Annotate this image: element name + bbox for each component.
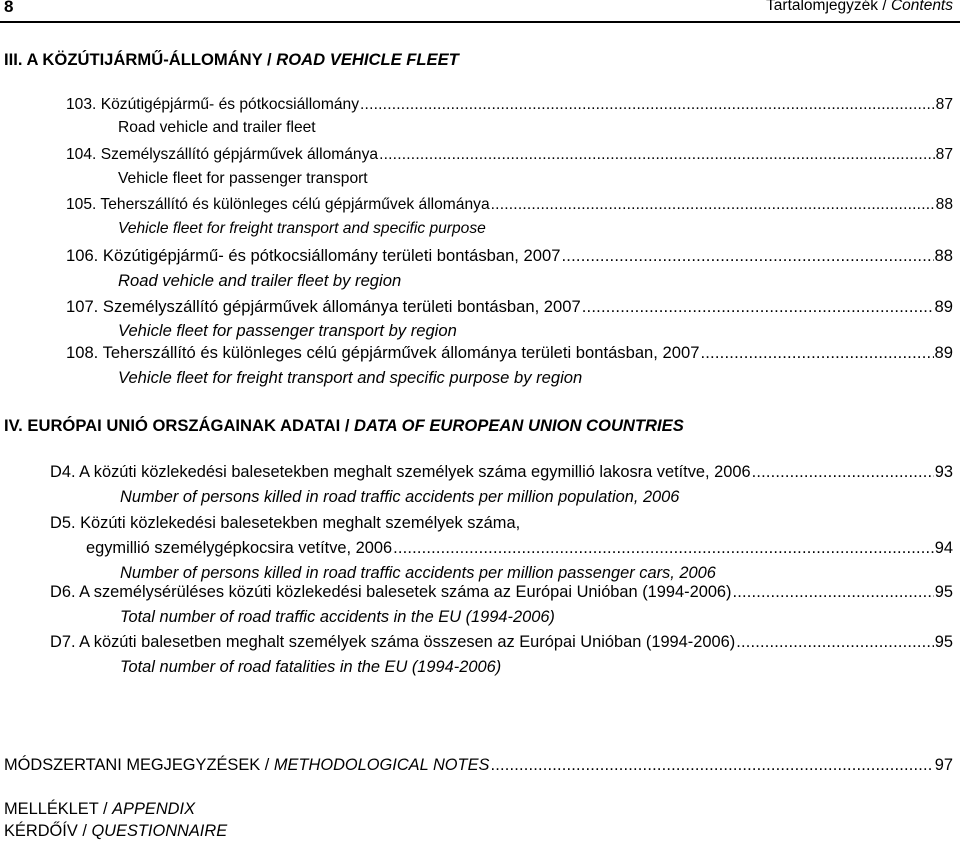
section-title-hu: A KÖZÚTIJÁRMŰ-ÁLLOMÁNY / (26, 50, 277, 69)
section-heading-4 (4, 416, 684, 436)
toc-entry-107-en (118, 321, 457, 343)
toc-entry-107[interactable] (66, 297, 953, 319)
dot-leader (733, 583, 934, 602)
entry-title-hu: Teherszállító és különleges célú gépjárművek állománya területi bontásban, 2007 (102, 343, 700, 362)
toc-entry-appendix[interactable] (4, 800, 195, 819)
dot-leader (491, 196, 935, 214)
toc-entry-105-en (118, 220, 486, 246)
toc-entry-d5[interactable] (50, 514, 953, 590)
entry-title-hu: MELLÉKLET / (4, 800, 113, 818)
dot-leader (736, 633, 934, 652)
entry-title-en: Total number of road traffic accidents in the EU (1994-2006) (120, 608, 555, 626)
entry-title-en: Vehicle fleet for freight transport and specific purpose by region (118, 368, 583, 387)
entry-title-hu-cont: egymillió személygépkocsira vetítve, 2006 (86, 539, 393, 557)
dot-leader (700, 343, 933, 363)
entry-title-en: Vehicle fleet for passenger transport (118, 170, 368, 187)
entry-page: 94 (934, 539, 953, 557)
entry-page: 87 (935, 96, 953, 113)
toc-entry-d4[interactable] (50, 463, 953, 514)
section-title-en: ROAD VEHICLE FLEET (276, 50, 459, 69)
entry-number: D5. (50, 514, 76, 532)
toc-entry-questionnaire[interactable] (4, 822, 227, 841)
entry-page: 88 (934, 246, 953, 265)
toc-entry-d6[interactable] (50, 583, 953, 634)
entry-page: 93 (934, 463, 953, 481)
entry-title-hu: Közútigépjármű- és pótkocsiállomány területi bontásban, 2007 (102, 246, 561, 265)
entry-number: D6. (50, 583, 76, 601)
dot-leader (561, 246, 933, 266)
toc-entry-106-en (118, 271, 401, 293)
entry-page: 88 (935, 196, 953, 213)
section-title-hu: EURÓPAI UNIÓ ORSZÁGAINAK ADATAI / (27, 416, 355, 435)
entry-title-hu: MÓDSZERTANI MEGJEGYZÉSEK / (4, 756, 274, 774)
dot-leader (752, 463, 934, 482)
toc-entry-104-en (118, 170, 368, 196)
dot-leader (582, 297, 934, 317)
dot-leader (360, 96, 935, 114)
entry-title-hu: Közútigépjármű- és pótkocsiállomány (100, 96, 359, 113)
section-title-en: DATA OF EUROPEAN UNION COUNTRIES (354, 416, 684, 435)
entry-number: 106. (66, 246, 99, 265)
entry-title-en: METHODOLOGICAL NOTES (273, 756, 490, 774)
dot-leader (379, 146, 935, 164)
entry-title-hu: A közúti balesetben meghalt személyek száma összesen az Európai Unióban (1994-2006) (79, 633, 736, 651)
entry-title-en: Total number of road fatalities in the EU (1994-2006) (120, 658, 502, 676)
entry-title-hu: Személyszállító gépjárművek állománya (100, 146, 379, 163)
entry-page: 89 (934, 343, 953, 362)
entry-title-hu: KÉRDŐÍV / (4, 822, 92, 840)
entry-page: 97 (934, 756, 953, 774)
entry-number: 107. (66, 297, 99, 316)
entry-page: 87 (935, 146, 953, 163)
section-heading-3 (4, 50, 459, 70)
page-number: 8 (4, 0, 14, 16)
entry-page: 95 (934, 583, 953, 601)
entry-title-en: APPENDIX (112, 800, 195, 818)
entry-number: 105. (66, 196, 97, 213)
entry-title-hu: Közúti közlekedési balesetekben meghalt személyek száma, (80, 514, 521, 532)
entry-title-hu: A személysérüléses közúti közlekedési balesetek száma az Európai Unióban (1994-2006) (79, 583, 732, 601)
dot-leader (393, 539, 934, 558)
entry-number: 103. (66, 96, 97, 113)
header-title-hu: Tartalomjegyzék / (766, 0, 891, 14)
entry-title-en: Road vehicle and trailer fleet (118, 119, 316, 136)
entry-title-hu: Teherszállító és különleges célú gépjárművek állománya (100, 196, 490, 213)
entry-number: 108. (66, 343, 99, 362)
toc-entry-methodology[interactable] (4, 756, 953, 778)
section-number: IV. (4, 416, 23, 435)
header-rule (0, 21, 960, 23)
dot-leader (490, 756, 933, 775)
toc-entry-105[interactable] (66, 196, 953, 222)
toc-entry-108-en (118, 368, 582, 390)
entry-number: 104. (66, 146, 97, 163)
entry-title-en: Vehicle fleet for passenger transport by region (118, 321, 457, 340)
entry-title-hu: Személyszállító gépjárművek állománya területi bontásban, 2007 (102, 297, 581, 316)
entry-title-en: Number of persons killed in road traffic accidents per million passenger cars, 2006 (120, 564, 716, 582)
section-number: III. (4, 50, 23, 69)
page-header (0, 0, 960, 22)
entry-page: 89 (934, 297, 953, 316)
header-title-en: Contents (890, 0, 953, 14)
toc-entry-104[interactable] (66, 146, 953, 172)
toc-entry-108[interactable] (66, 343, 953, 365)
header-title (766, 0, 953, 15)
entry-title-en: Road vehicle and trailer fleet by region (118, 271, 402, 290)
entry-title-en: Number of persons killed in road traffic accidents per million population, 2006 (120, 488, 680, 506)
toc-entry-106[interactable] (66, 246, 953, 268)
toc-entry-d7[interactable] (50, 633, 953, 684)
entry-page: 95 (934, 633, 953, 651)
entry-title-en: Vehicle fleet for freight transport and specific purpose (118, 220, 486, 237)
entry-title-en: QUESTIONNAIRE (91, 822, 228, 840)
entry-title-hu: A közúti közlekedési balesetekben meghalt személyek száma egymillió lakosra vetítve, 2006 (79, 463, 751, 481)
entry-number: D4. (50, 463, 76, 481)
toc-entry-103-en (118, 119, 316, 145)
entry-number: D7. (50, 633, 76, 651)
